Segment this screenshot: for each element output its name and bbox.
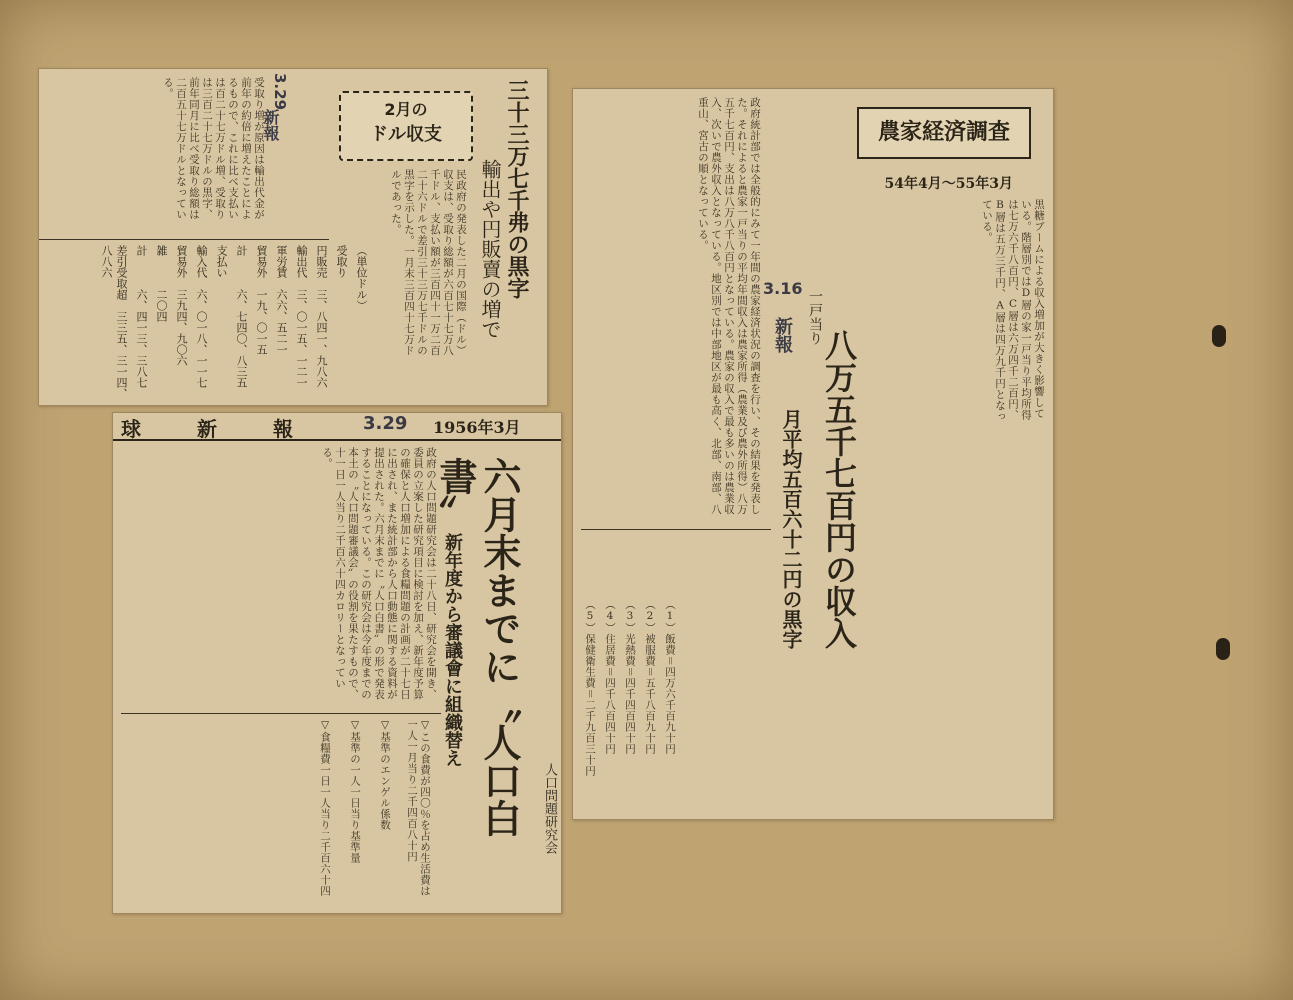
expense-item: （5）保健衛生費＝二千九百三十円 xyxy=(584,599,596,777)
handwritten-paper-name: 新報 xyxy=(772,317,793,353)
survey-period: 54年4月〜55年3月 xyxy=(884,176,1013,192)
handwritten-paper-name: 新報 xyxy=(261,109,280,141)
table-col: 貿易外 三九四、九〇六 xyxy=(175,245,188,366)
handwritten-date: 3.29 xyxy=(363,413,408,434)
farm-body-right: 黒糖ブームによる収入増加が大きく影響している。階層別ではD層の家一戸当り平均所得は七万六千八百円、C層は六万四千二百円、B層は五万三千円、A層は四万九千円となっている。 xyxy=(981,199,1045,422)
headline-per-household: 一戸当り xyxy=(807,289,823,345)
table-col: 円販売 三、八四一、九八六 xyxy=(315,245,328,388)
survey-title: 農家経済調査 xyxy=(877,120,1010,145)
masthead: 球 新 報 xyxy=(121,417,311,441)
bullet: ▽基準の一人一日当り基準量 xyxy=(349,719,361,864)
farm-income-subheadline: 月平均五百六十二円の黒字 xyxy=(779,409,803,649)
masthead-bar xyxy=(113,413,561,441)
farm-income-headline: 八万五千七百円の収入 xyxy=(820,329,858,649)
badge-label: ドル収支 xyxy=(370,124,442,145)
farm-body-left: 政府統計部では全般的にみて一年間の農家経済状況の調査を行い、その結果を発表した。それによると農家一戸当りの平均年間収入は農家所得（農業及び農外所得）八万五千七百円、支出は八万八千八百円となっている。農家の収入で最も多いのは農業収入、次いで農外収入となっている。地区別では中部地区が最も高く、北部、南部、八重山、宮古の順となっている。 xyxy=(697,97,761,515)
population-headline: 六月末までに〝人口白書〟 xyxy=(433,457,522,837)
balance-table xyxy=(69,245,369,399)
table-col: 計 六、四一三、三八七 xyxy=(135,245,148,388)
handwritten-date: 3.16 xyxy=(763,279,803,298)
bullet: ▽この食費が四〇％を占め生活費は一人一月当り二千四百八十円 xyxy=(406,719,431,897)
dollar-balance-badge xyxy=(339,91,473,161)
table-col: 支払い xyxy=(215,245,228,278)
table-col: 受取り xyxy=(335,245,348,278)
expense-item: （1）飯費＝四万六千百九十円 xyxy=(664,599,676,755)
handwritten-date: 3.29 xyxy=(271,73,289,111)
expense-item: （2）被服費＝五千八百九十円 xyxy=(644,599,656,755)
population-clipping xyxy=(112,412,562,914)
divider xyxy=(121,713,441,714)
badge-month: 2月の xyxy=(384,100,428,119)
divider xyxy=(581,529,771,530)
population-body: 政府の人口問題研究会は二十八日、研究会を開き、委員の立案した研究項目に検討を加え、新年度予算の確保と人口増加による食糧問題の計画が二十七日に出され、また統計部から人口動態に関する資料が提出された。六月末までに〝人口白書〟の形で発表することになっている。この研究会は今年度までの本土の〝人口問題審議会〟の役割を果たすもので、十一日一人当り二千百六十四カロリーとなっている。 xyxy=(321,447,437,700)
right-body-text: 民政府の発表した二月の国際（ドル）収支は、受取り総額が六百七十七万八千ドル、支払い額が三百四十一万二百二十六ドルで差引三十三万七千ドルの黒字を示した。一月末三百四十七万ドルであった。 xyxy=(390,169,467,356)
punch-hole-bottom xyxy=(1216,638,1230,660)
divider xyxy=(39,239,329,240)
headline-subtitle: 輸出や円販賣の増で xyxy=(478,159,502,339)
survey-title-box xyxy=(857,107,1031,159)
edition-date: 1956年3月 xyxy=(433,418,521,437)
bullet: ▽食糧費一日一人当り二千百六十四 xyxy=(319,719,331,897)
table-unit: （単位ドル） xyxy=(355,245,368,311)
left-clipping xyxy=(38,68,548,406)
table-col: 輸入代 六、〇一八、一一七 xyxy=(195,245,208,388)
table-col: 差引受取超 三三五、三一四、八八六 xyxy=(100,245,128,399)
headline-surplus: 三十三万七千弗の黒字 xyxy=(504,79,530,299)
table-col: 計 六、七四〇、八三五 xyxy=(235,245,248,388)
population-subheadline: 新年度から審議會に組織替え xyxy=(442,533,463,767)
farm-economy-clipping xyxy=(572,88,1054,820)
expense-item: （4）住居費＝四千八百四十円 xyxy=(604,599,616,755)
table-col: 雑 二〇四 xyxy=(155,245,168,322)
left-body-text: 受取り増が原因は輸出代金が前年の約倍に増えたことによるもので、これに比べ支払いは百二十七万ドル増、受取りは三百二十七万ドルの黒字、前年同月に比べ受取り総額は二百五十七万ドルとなっている。 xyxy=(162,77,265,220)
bullet: ▽基準のエンゲル係数 xyxy=(379,719,391,831)
expense-item: （3）光熱費＝四千四百四十円 xyxy=(624,599,636,755)
table-col: 貿易外 一九、〇一五 xyxy=(255,245,268,355)
organization-tag: 人口問題研究会 xyxy=(542,763,557,854)
punch-hole-top xyxy=(1212,325,1226,347)
table-col: 軍労賃 六六、五二一 xyxy=(275,245,288,355)
table-col: 輸出代 三、〇一五、一二一 xyxy=(295,245,308,388)
